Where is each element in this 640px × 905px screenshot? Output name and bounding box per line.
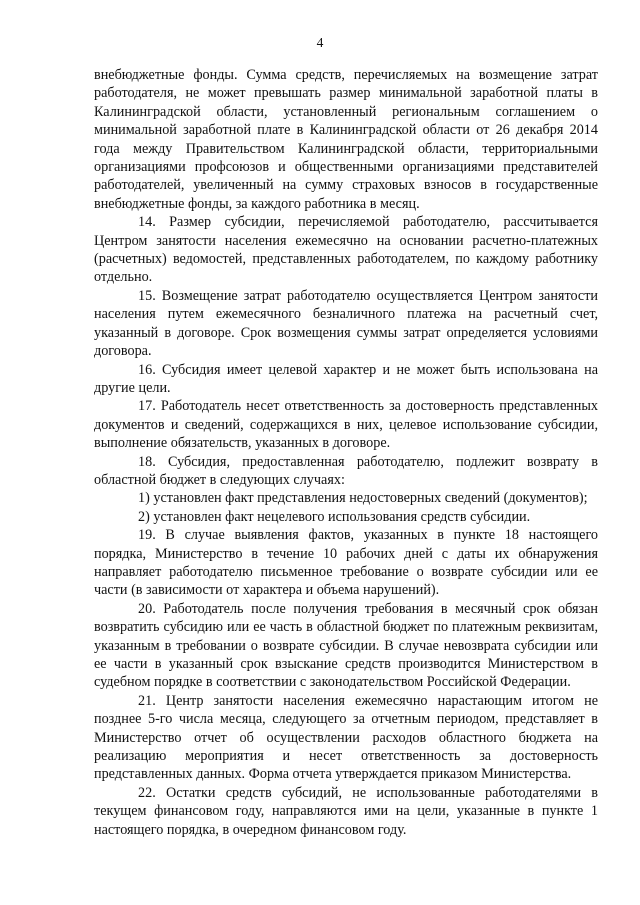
paragraph-20: 20. Работодатель после получения требования в месячный срок обязан возвратить субсидию или ее часть в областной бюджет по платежным реквизитам, указанным в требовании о возврате субсидии. В случае невозврата субсидии или ее части в указанный срок взыскание средств производится Министерством в судебном порядке в соответствии с законодательством Российской Федерации.	[94, 600, 598, 691]
paragraph-19: 19. В случае выявления фактов, указанных в пункте 18 настоящего порядка, Министерство в течение 10 рабочих дней с даты их обнаружения направляет работодателю письменное требование о возврате субсидии или ее части (в зависимости от характера и объема нарушений).	[94, 527, 598, 599]
paragraph-16: 16. Субсидия имеет целевой характер и не может быть использована на другие цели.	[94, 361, 598, 396]
paragraph-17: 17. Работодатель несет ответственность за достоверность представленных документов и сведений, содержащихся в них, целевое использование субсидии, выполнение обязательств, указанных в договоре.	[94, 398, 598, 452]
paragraph-14: 14. Размер субсидии, перечисляемой работодателю, рассчитывается Центром занятости населения ежемесячно на основании расчетно-платежных (расчетных) ведомостей, представленных работодателем, по каждому работнику отдельно.	[94, 214, 598, 286]
page-number: 4	[316, 35, 324, 50]
paragraph-22: 22. Остатки средств субсидий, не использованные работодателями в текущем финансовом году, направляются ими на цели, указанные в пункте 1 настоящего порядка, в очередном финансовом году.	[94, 784, 598, 838]
paragraph-21: 21. Центр занятости населения ежемесячно нарастающим итогом не позднее 5-го числа месяца, следующего за отчетным периодом, представляет в Министерство отчет об осуществлении расходов областного бюджета на реализацию мероприятия и несет ответственность за достоверность представленных данных. Форма отчета утверждается приказом Министерства.	[94, 692, 598, 783]
paragraph-15: 15. Возмещение затрат работодателю осуществляется Центром занятости населения путем ежемесячного безналичного платежа на расчетный счет, указанный в договоре. Срок возмещения суммы затрат определяется условиями договора.	[94, 287, 598, 360]
document-body	[94, 66, 598, 839]
paragraph-18: 18. Субсидия, предоставленная работодателю, подлежит возврату в областной бюджет в следующих случаях:	[94, 453, 598, 488]
paragraph-18-item-1: 1) установлен факт представления недостоверных сведений (документов);	[138, 490, 588, 507]
paragraph-continuation: внебюджетные фонды. Сумма средств, перечисляемых на возмещение затрат работодателя, не может превышать размер минимальной заработной платы в Калининградской области, установленный региональным соглашением о минимальной заработной плате в Калининградской области от 26 декабря 2014 года между Правительством Калининградской области, территориальными организациями профсоюзов и общественными организациями представителей работодателей, увеличенный на сумму страховых взносов в государственные внебюджетные фонды, за каждого работника в месяц.	[94, 67, 598, 212]
paragraph-18-item-2: 2) установлен факт нецелевого использования средств субсидии.	[138, 508, 531, 525]
